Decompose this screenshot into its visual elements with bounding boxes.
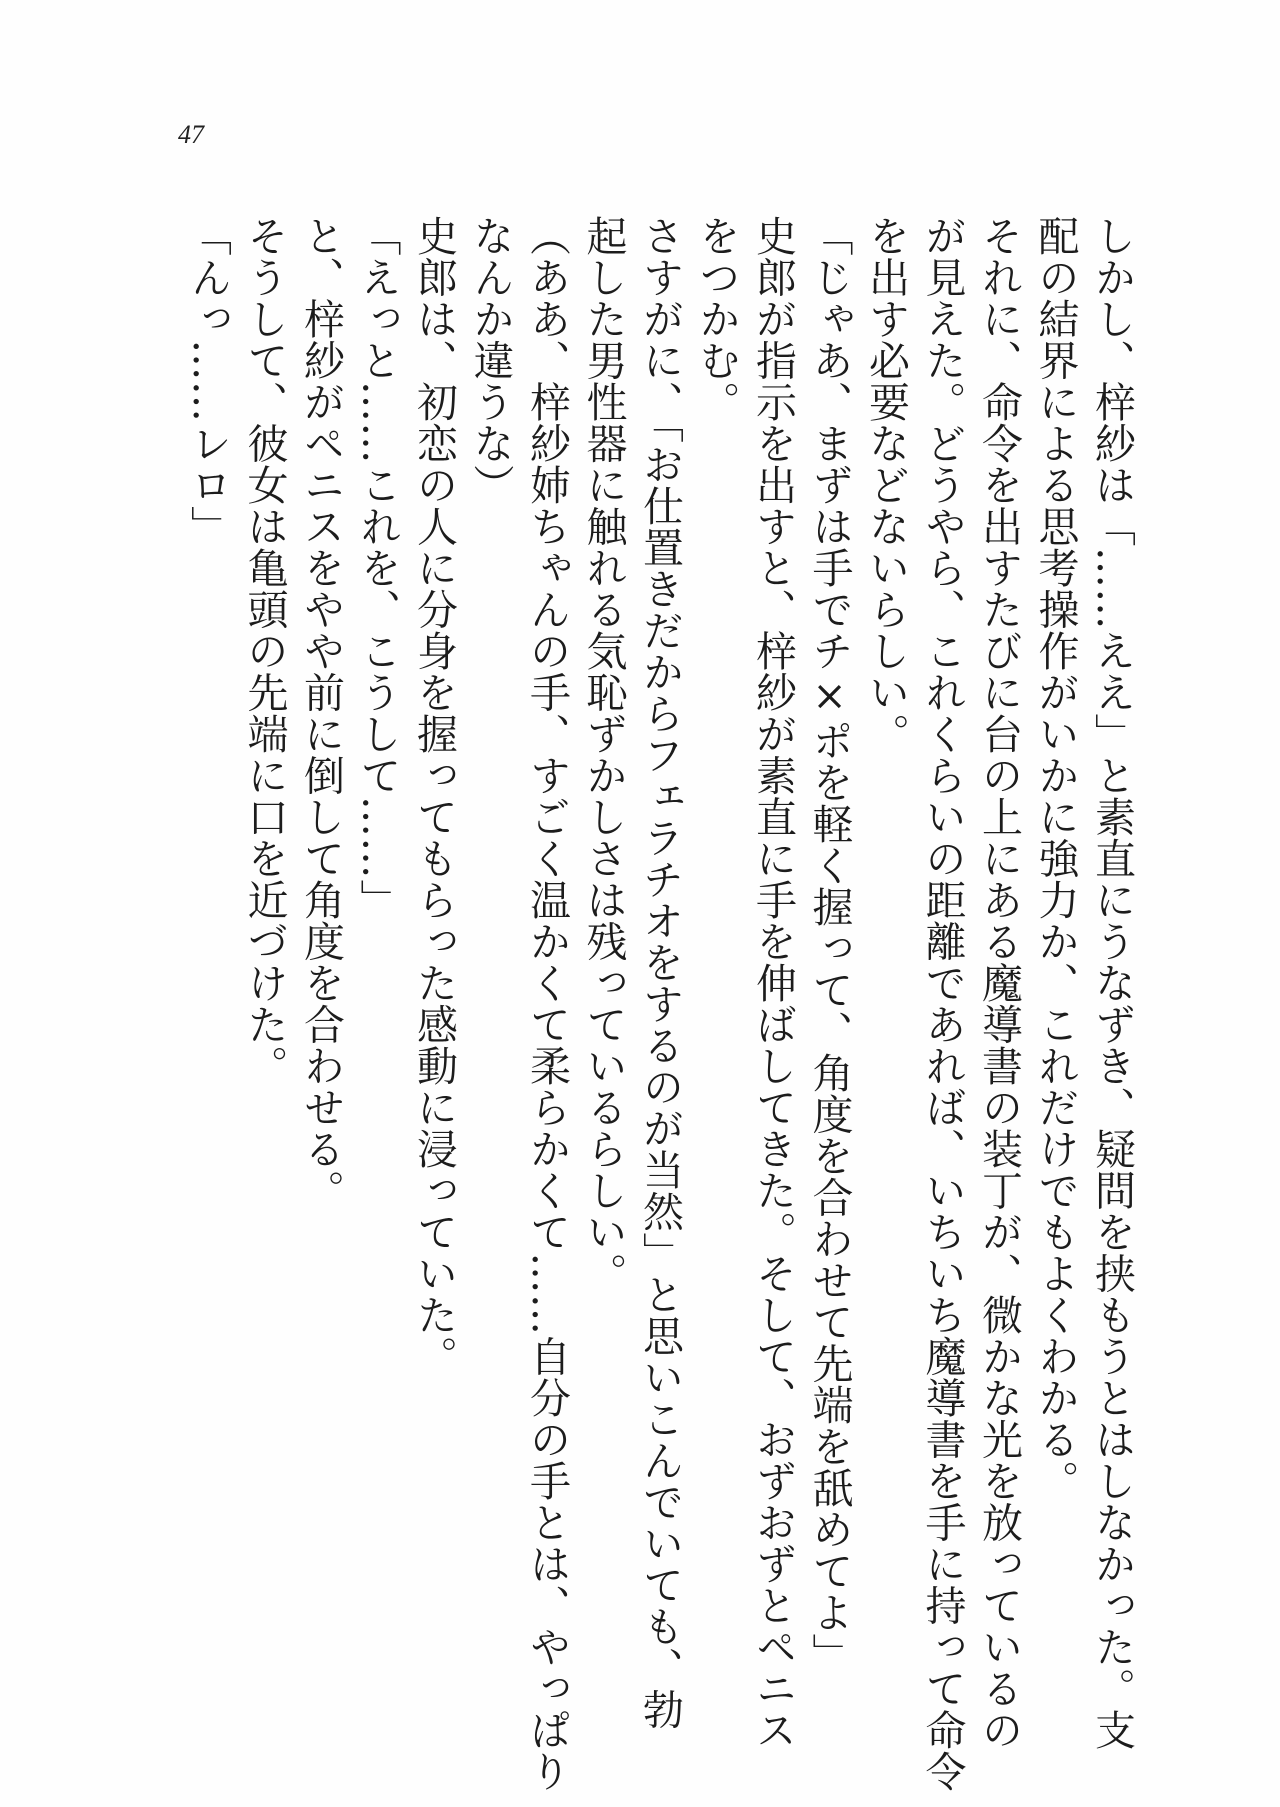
text-line: 配の結界による思考操作がいかに強力か、これだけでもよくわかる。 bbox=[1031, 215, 1080, 1502]
text-line: 「えっと……これを、こうして……」 bbox=[353, 215, 402, 921]
text-line: しかし、梓紗は「……ええ」と素直にうなずき、疑問を挟もうとはしなかった。支 bbox=[1088, 215, 1136, 1751]
text-line: 「じゃあ、まずは手でチ×ポを軽く握って、角度を合わせて先端を舐めてよ」 bbox=[805, 215, 854, 1675]
text-line: 起した男性器に触れる気恥ずかしさは残っているらしい。 bbox=[579, 215, 628, 1294]
text-line: そうして、彼女は亀頭の先端に口を近づけた。 bbox=[240, 215, 289, 1087]
text-line: さすがに、「お仕置きだからフェラチオをするのが当然」と思いこんでいても、勃 bbox=[636, 215, 684, 1730]
text-line: 史郎は、初恋の人に分身を握ってもらった感動に浸っていた。 bbox=[410, 215, 458, 1377]
page-number: 47 bbox=[178, 120, 204, 149]
body-text bbox=[180, 215, 1141, 1792]
text-line: と、梓紗がペニスをやや前に倒して角度を合わせる。 bbox=[297, 215, 345, 1211]
text-line: が見えた。どうやら、これくらいの距離であれば、いちいち魔導書を手に持って命令 bbox=[918, 215, 967, 1792]
text-line: 史郎が指示を出すと、梓紗が素直に手を伸ばしてきた。そして、おずおずとペニス bbox=[749, 215, 797, 1751]
text-line: をつかむ。 bbox=[692, 215, 741, 423]
text-line: 「んっ……レロ」 bbox=[184, 215, 232, 547]
text-line: （ああ、梓紗姉ちゃんの手、すごく温かくて柔らかくて……自分の手とは、やっぱり bbox=[523, 215, 571, 1792]
text-line: なんか違うな） bbox=[466, 215, 515, 506]
text-line: を出す必要などないらしい。 bbox=[862, 215, 910, 755]
text-line: それに、命令を出すたびに台の上にある魔導書の装丁が、微かな光を放っているの bbox=[975, 215, 1023, 1751]
